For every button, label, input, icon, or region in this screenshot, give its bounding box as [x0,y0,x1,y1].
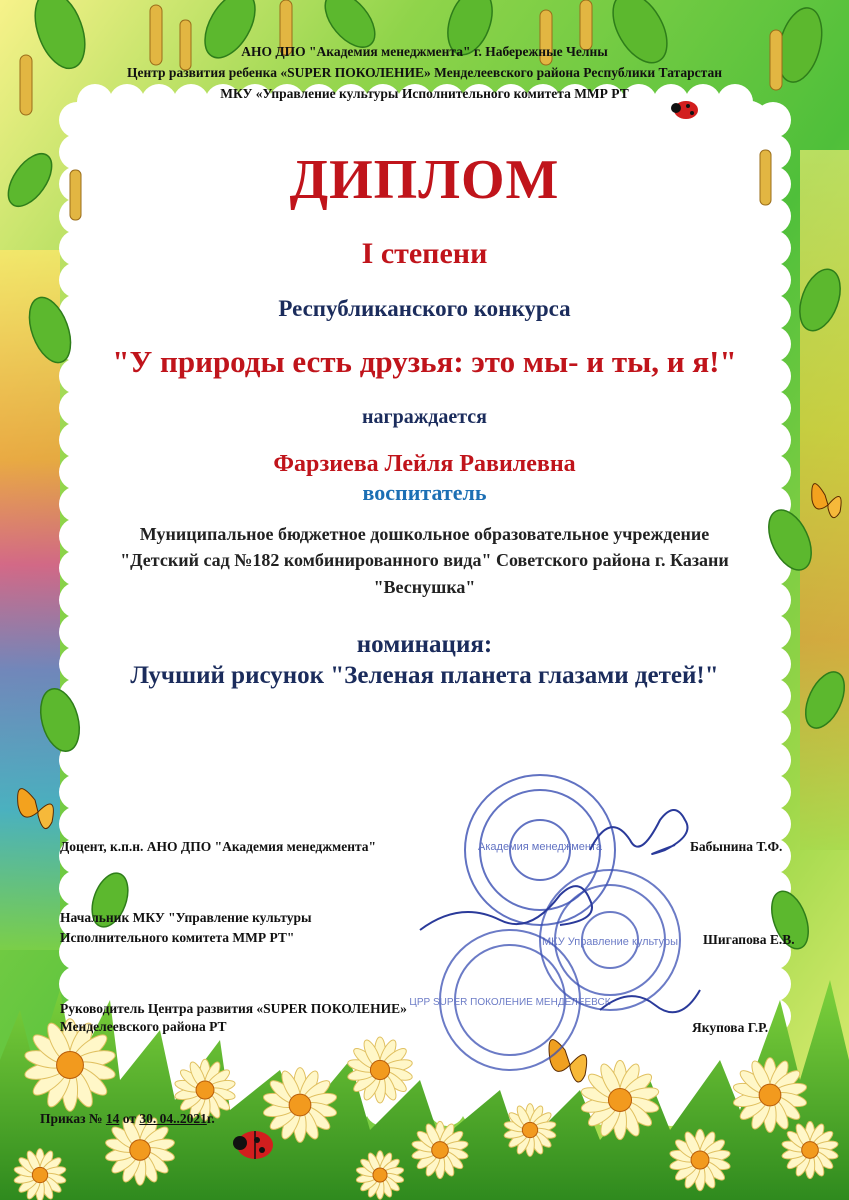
recipient-position: воспитатель [362,480,487,505]
contest-type: Республиканского конкурса [278,296,571,321]
scallop [59,102,95,138]
awarded-label: награждается [362,406,487,428]
order-number: 14 [105,1111,120,1126]
signature-role-3-line-1: Руководитель Центра развития «SUPER ПОКОЛЕНИЕ» [60,1001,407,1016]
order-date: 30. 04..2021 [139,1111,207,1126]
scallop [755,102,791,138]
institution-line-3: "Веснушка" [373,577,476,597]
scallop [755,710,791,746]
diploma-title: ДИПЛОМ [289,149,560,211]
contest-name: "У природы есть друзья: это мы- и ты, и я!" [112,344,737,379]
scallop [429,1090,465,1126]
svg-text:МКУ Управление культуры: МКУ Управление культуры [542,936,678,948]
diploma-degree: I степени [361,237,488,270]
scallop [755,742,791,778]
scallop [59,870,95,906]
signature-name-3: Якупова Г.Р. [692,1020,769,1035]
order-suffix: г. [206,1111,215,1126]
header-line-1: АНО ДПО "Академия менеджмента" г. Набережные Челны [241,44,608,59]
svg-text:ЦРР SUPER ПОКОЛЕНИЕ МЕНДЕЛЕЕВС: ЦРР SUPER ПОКОЛЕНИЕ МЕНДЕЛЕЕВСК [409,997,611,1008]
nomination-title: Лучший рисунок "Зеленая планета глазами детей!" [130,662,719,689]
signature-role-3-line-2: Менделеевского района РТ [60,1019,227,1034]
header-line-3: МКУ «Управление культуры Исполнительного комитета ММР РТ [220,86,629,101]
svg-text:Академия менеджмента: Академия менеджмента [478,841,602,853]
recipient-name: Фарзиева Лейля Равилевна [273,451,576,477]
signature-name-2: Шигапова Е.В. [703,932,795,947]
scallop [59,966,95,1002]
signature-name-1: Бабынина Т.Ф. [690,839,783,854]
signature-role-1: Доцент, к.п.н. АНО ДПО "Академия менеджмента" [60,839,377,854]
nomination-label: номинация: [356,631,493,658]
header-line-2: Центр развития ребенка «SUPER ПОКОЛЕНИЕ» Менделеевского района Республики Татарстан [126,65,722,80]
signature-role-2-line-2: Исполнительного комитета ММР РТ" [60,930,295,945]
institution-line-1: Муниципальное бюджетное дошкольное образовательное учреждение [139,524,710,544]
order-reference [40,1109,215,1128]
signature-role-2-line-1: Начальник МКУ "Управление культуры [60,910,312,925]
scallop [755,966,791,1002]
order-from: от [122,1111,136,1126]
order-prefix: Приказ № [40,1111,103,1126]
scallop [755,774,791,810]
scallop [59,774,95,810]
institution-line-2: "Детский сад №182 комбинированного вида" Советского района г. Казани [120,550,729,570]
